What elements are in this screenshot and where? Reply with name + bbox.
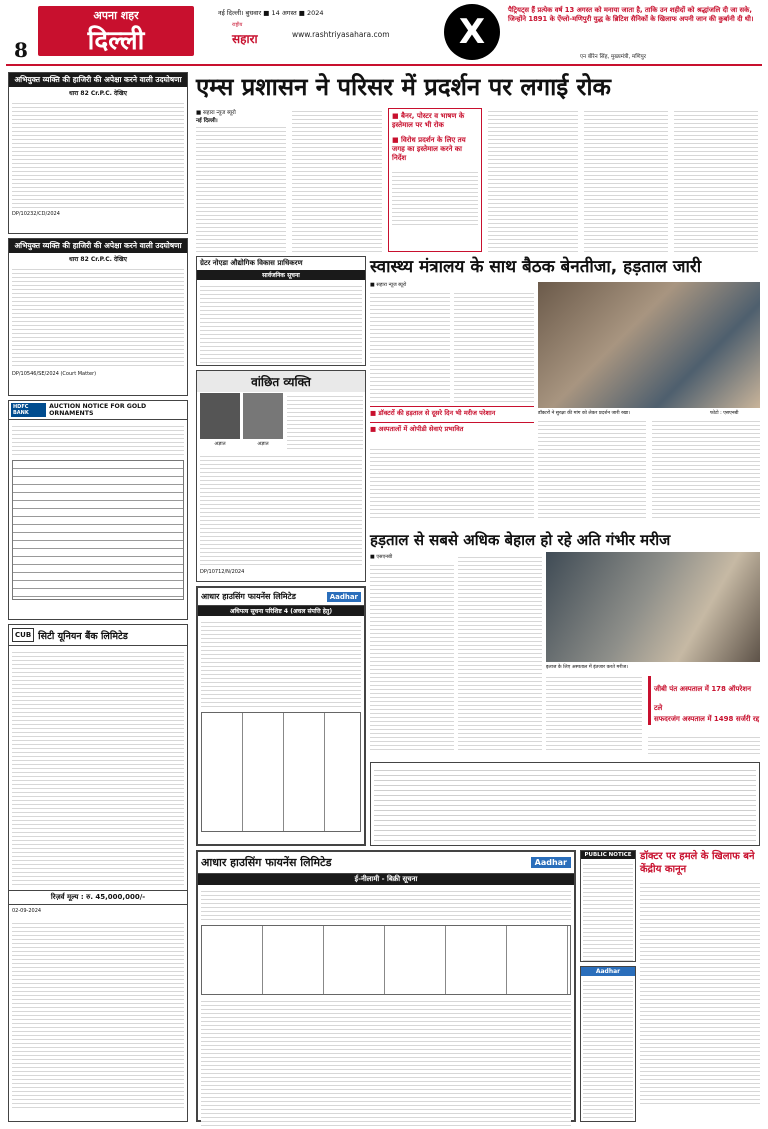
right-story (640, 850, 760, 1122)
brand-small: राष्ट्रीय (232, 22, 243, 28)
greater-noida-notice (196, 256, 366, 366)
notice-1-sub: धारा 82 Cr.P.C. देखिए (69, 90, 127, 97)
wanted-photo-2 (243, 393, 283, 439)
lead-story (194, 72, 760, 252)
citi-reserve-price: रिज़र्व मूल्य : रु. 45,000,000/- (9, 890, 187, 905)
notice-1-footer: DP/10232/CD/2024 (12, 211, 60, 217)
story3-photo (546, 552, 760, 662)
story2-photo-credit: फोटो : एसएनबी (710, 411, 739, 416)
lead-col-2 (292, 108, 382, 252)
lead-highlights (388, 108, 482, 252)
aadhar-1-logo: Aadhar (327, 592, 361, 602)
aadhar-2-terms (201, 998, 571, 1128)
aadhar-auction-ad (196, 850, 576, 1122)
section-city: दिल्ली (87, 26, 145, 56)
quote-author: एन बीरेन सिंह, मुख्यमंत्री, मणिपुर (580, 54, 647, 60)
story2-col-1 (370, 290, 450, 402)
lead-bullet-2: ■ विरोध प्रदर्शन के लिए तय जगह का इस्तेमाल करने का निर्देश (392, 136, 466, 162)
public-notice (580, 850, 636, 962)
story2-photo (538, 282, 760, 408)
aadhar-possession-ad (196, 586, 366, 846)
aadhar-2-title: आधार हाउसिंग फायनेंस लिमिटेड (201, 856, 332, 869)
lead-byline: ■ सहारा न्यूज ब्यूरो (196, 110, 236, 116)
story2-headline: स्वास्थ्य मंत्रालय के साथ बैठक बेनतीजा, हड़ताल जारी (370, 257, 702, 277)
wanted-footer: DP/10712/N/2024 (200, 569, 245, 575)
story2-bullet-1: ■ डॉक्टरों की हड़ताल से दूसरे दिन भी मरीज परेशान (370, 406, 534, 418)
story2-col-2 (454, 290, 534, 402)
aadhar-1-header (198, 588, 364, 606)
aadhar-2-subtitle: ई-नीलामी - बिक्री सूचना (198, 874, 574, 885)
wanted-notice (196, 370, 366, 582)
citi-body (12, 649, 184, 887)
story3-stat-2 (648, 706, 760, 725)
story3-headline: हड़ताल से सबसे अधिक बेहाल हो रहे अति गंभीर मरीज (370, 531, 671, 549)
page-number: 8 (14, 38, 28, 62)
masthead-quote: पैट्रियट्स हैं प्रत्येक वर्ष 13 अगस्त को मनाया जाता है, ताकि उन शहीदों को श्रद्धांजलि दी जा सके, जिन्होंने 1891 के ऐंग्लो-मणिपुरी युद्ध के ब्रिटिश सैनिकों के खिलाफ अपनी जान की कुर्बानी दी थी। (508, 6, 754, 23)
brand-name: सहारा (232, 32, 258, 46)
right-story-body (640, 880, 760, 1104)
auction-table (12, 460, 184, 600)
lead-headline: एम्स प्रशासन ने परिसर में प्रदर्शन पर लगाई रोक (196, 73, 611, 101)
story2-col-4 (538, 418, 646, 518)
story3-col-3 (546, 674, 642, 752)
aadhar-2-logo: Aadhar (531, 857, 571, 868)
noida-subtitle: सार्वजनिक सूचना (197, 270, 365, 280)
aadhar-small-logo: Aadhar (581, 967, 635, 976)
health-ministry-story (370, 256, 760, 528)
stat-2-text: सफदरजंग अस्पताल में 1498 सर्जरी रद्द (654, 715, 760, 723)
wanted-photo-2-caption: अज्ञात (257, 441, 269, 447)
story3-col-4 (648, 734, 760, 754)
citi-date: 02-09-2024 (12, 908, 42, 914)
masthead-rule (6, 64, 762, 66)
aadhar-2-table (201, 925, 571, 995)
notice-2-footer: DP/10546/SE/2024 (Court Matter) (12, 371, 97, 377)
public-notice-body (583, 861, 633, 961)
court-notice-2 (8, 238, 188, 396)
story3-byline: ■ एसएनबी (370, 554, 393, 560)
citi-logo: CUB (12, 628, 34, 642)
notice-2-title: अभियुक्त व्यक्ति की हाजिरी की अपेक्षा करने वाली उदघोषणा (9, 239, 187, 253)
aadhar-small-ad (580, 966, 636, 1122)
lead-col-4 (488, 108, 578, 252)
lead-col-3 (392, 169, 478, 225)
citi-title: सिटी यूनियन बैंक लिमिटेड (38, 630, 128, 642)
public-notice-title: PUBLIC NOTICE (581, 851, 635, 859)
story2-col-3 (370, 446, 534, 518)
section-tag: अपना शहर (93, 9, 139, 22)
aadhar-2-header (198, 852, 574, 874)
aadhar-1-body (201, 619, 361, 709)
wanted-desc (287, 393, 363, 449)
hdfc-logo: HDFC BANK (11, 403, 46, 417)
dateline: नई दिल्ली। बुधवार ■ 14 अगस्त ■ 2024 (218, 9, 324, 17)
aadhar-1-table (201, 712, 361, 832)
lead-col-1 (196, 124, 286, 252)
notice-1-body (12, 100, 184, 208)
noida-body (200, 283, 362, 363)
website: www.rashtriyasahara.com (292, 30, 390, 39)
court-notice-1 (8, 72, 188, 234)
wanted-photo-1 (200, 393, 240, 439)
story2-bullets (370, 406, 534, 433)
story2-byline: ■ सहारा न्यूज ब्यूरो (370, 282, 407, 288)
auction-title: AUCTION NOTICE FOR GOLD ORNAMENTS (49, 403, 147, 417)
story2-photo-caption: डॉक्टरों ने सुरक्षा की मांग को लेकर प्रदर्शन जारी रखा। (538, 411, 631, 416)
citi-terms (12, 920, 184, 1108)
citi-union-notice (8, 624, 188, 1122)
masthead (0, 0, 768, 62)
wanted-photo-1-caption: अज्ञात (214, 441, 226, 447)
lead-col-6 (674, 108, 758, 252)
stat-1-text: जीबी पंत अस्पताल में 178 ऑपरेशन टले (654, 685, 752, 712)
aadhar-small-body (583, 978, 633, 1118)
lead-place: नई दिल्ली। (196, 118, 218, 124)
section-banner (38, 6, 194, 56)
notice-2-body (12, 266, 184, 368)
hdfc-auction-notice (8, 400, 188, 620)
notice-1-title: अभियुक्त व्यक्ति की हाजिरी की अपेक्षा करने वाली उदघोषणा (9, 73, 187, 87)
story2-bullet-2: ■ अस्पतालों में ओपीडी सेवाएं प्रभावित (370, 422, 534, 434)
brand-logo (232, 22, 258, 47)
notice-2-sub: धारा 82 Cr.P.C. देखिए (69, 256, 127, 263)
auction-intro (12, 423, 184, 457)
story3-col-2 (458, 554, 542, 752)
lead-col-5 (584, 108, 668, 252)
aadhar-1-subtitle: अधिपत्य सूचना परिशिष्ट 4 (अचल संपत्ति हेतु) (198, 606, 364, 616)
aadhar-1-title: आधार हाउसिंग फायनेंस लिमिटेड (201, 592, 296, 601)
aadhar-table-rows (374, 766, 756, 842)
hdfc-header (9, 401, 187, 420)
x-logo-icon: X (444, 4, 500, 60)
wanted-body (200, 453, 362, 567)
strike-patients-story (370, 530, 760, 760)
aadhar-possession-ad-table (370, 762, 760, 846)
citi-header (9, 625, 187, 646)
story2-col-5 (652, 418, 760, 518)
story3-photo-caption: इलाज के लिए अस्पताल में इंतजार करते मरीज। (546, 665, 628, 670)
lead-bullet-1: ■ बैनर, पोस्टर व भाषण के इस्तेमाल पर भी रोक (392, 112, 465, 129)
aadhar-2-intro (201, 888, 571, 922)
noida-title: ग्रेटर नोएडा औद्योगिक विकास प्राधिकरण (200, 259, 303, 267)
wanted-title: वांछित व्यक्ति (197, 371, 365, 392)
story3-col-1 (370, 562, 454, 752)
right-story-headline: डॉक्टर पर हमले के खिलाफ बने केंद्रीय कानून (640, 851, 755, 875)
